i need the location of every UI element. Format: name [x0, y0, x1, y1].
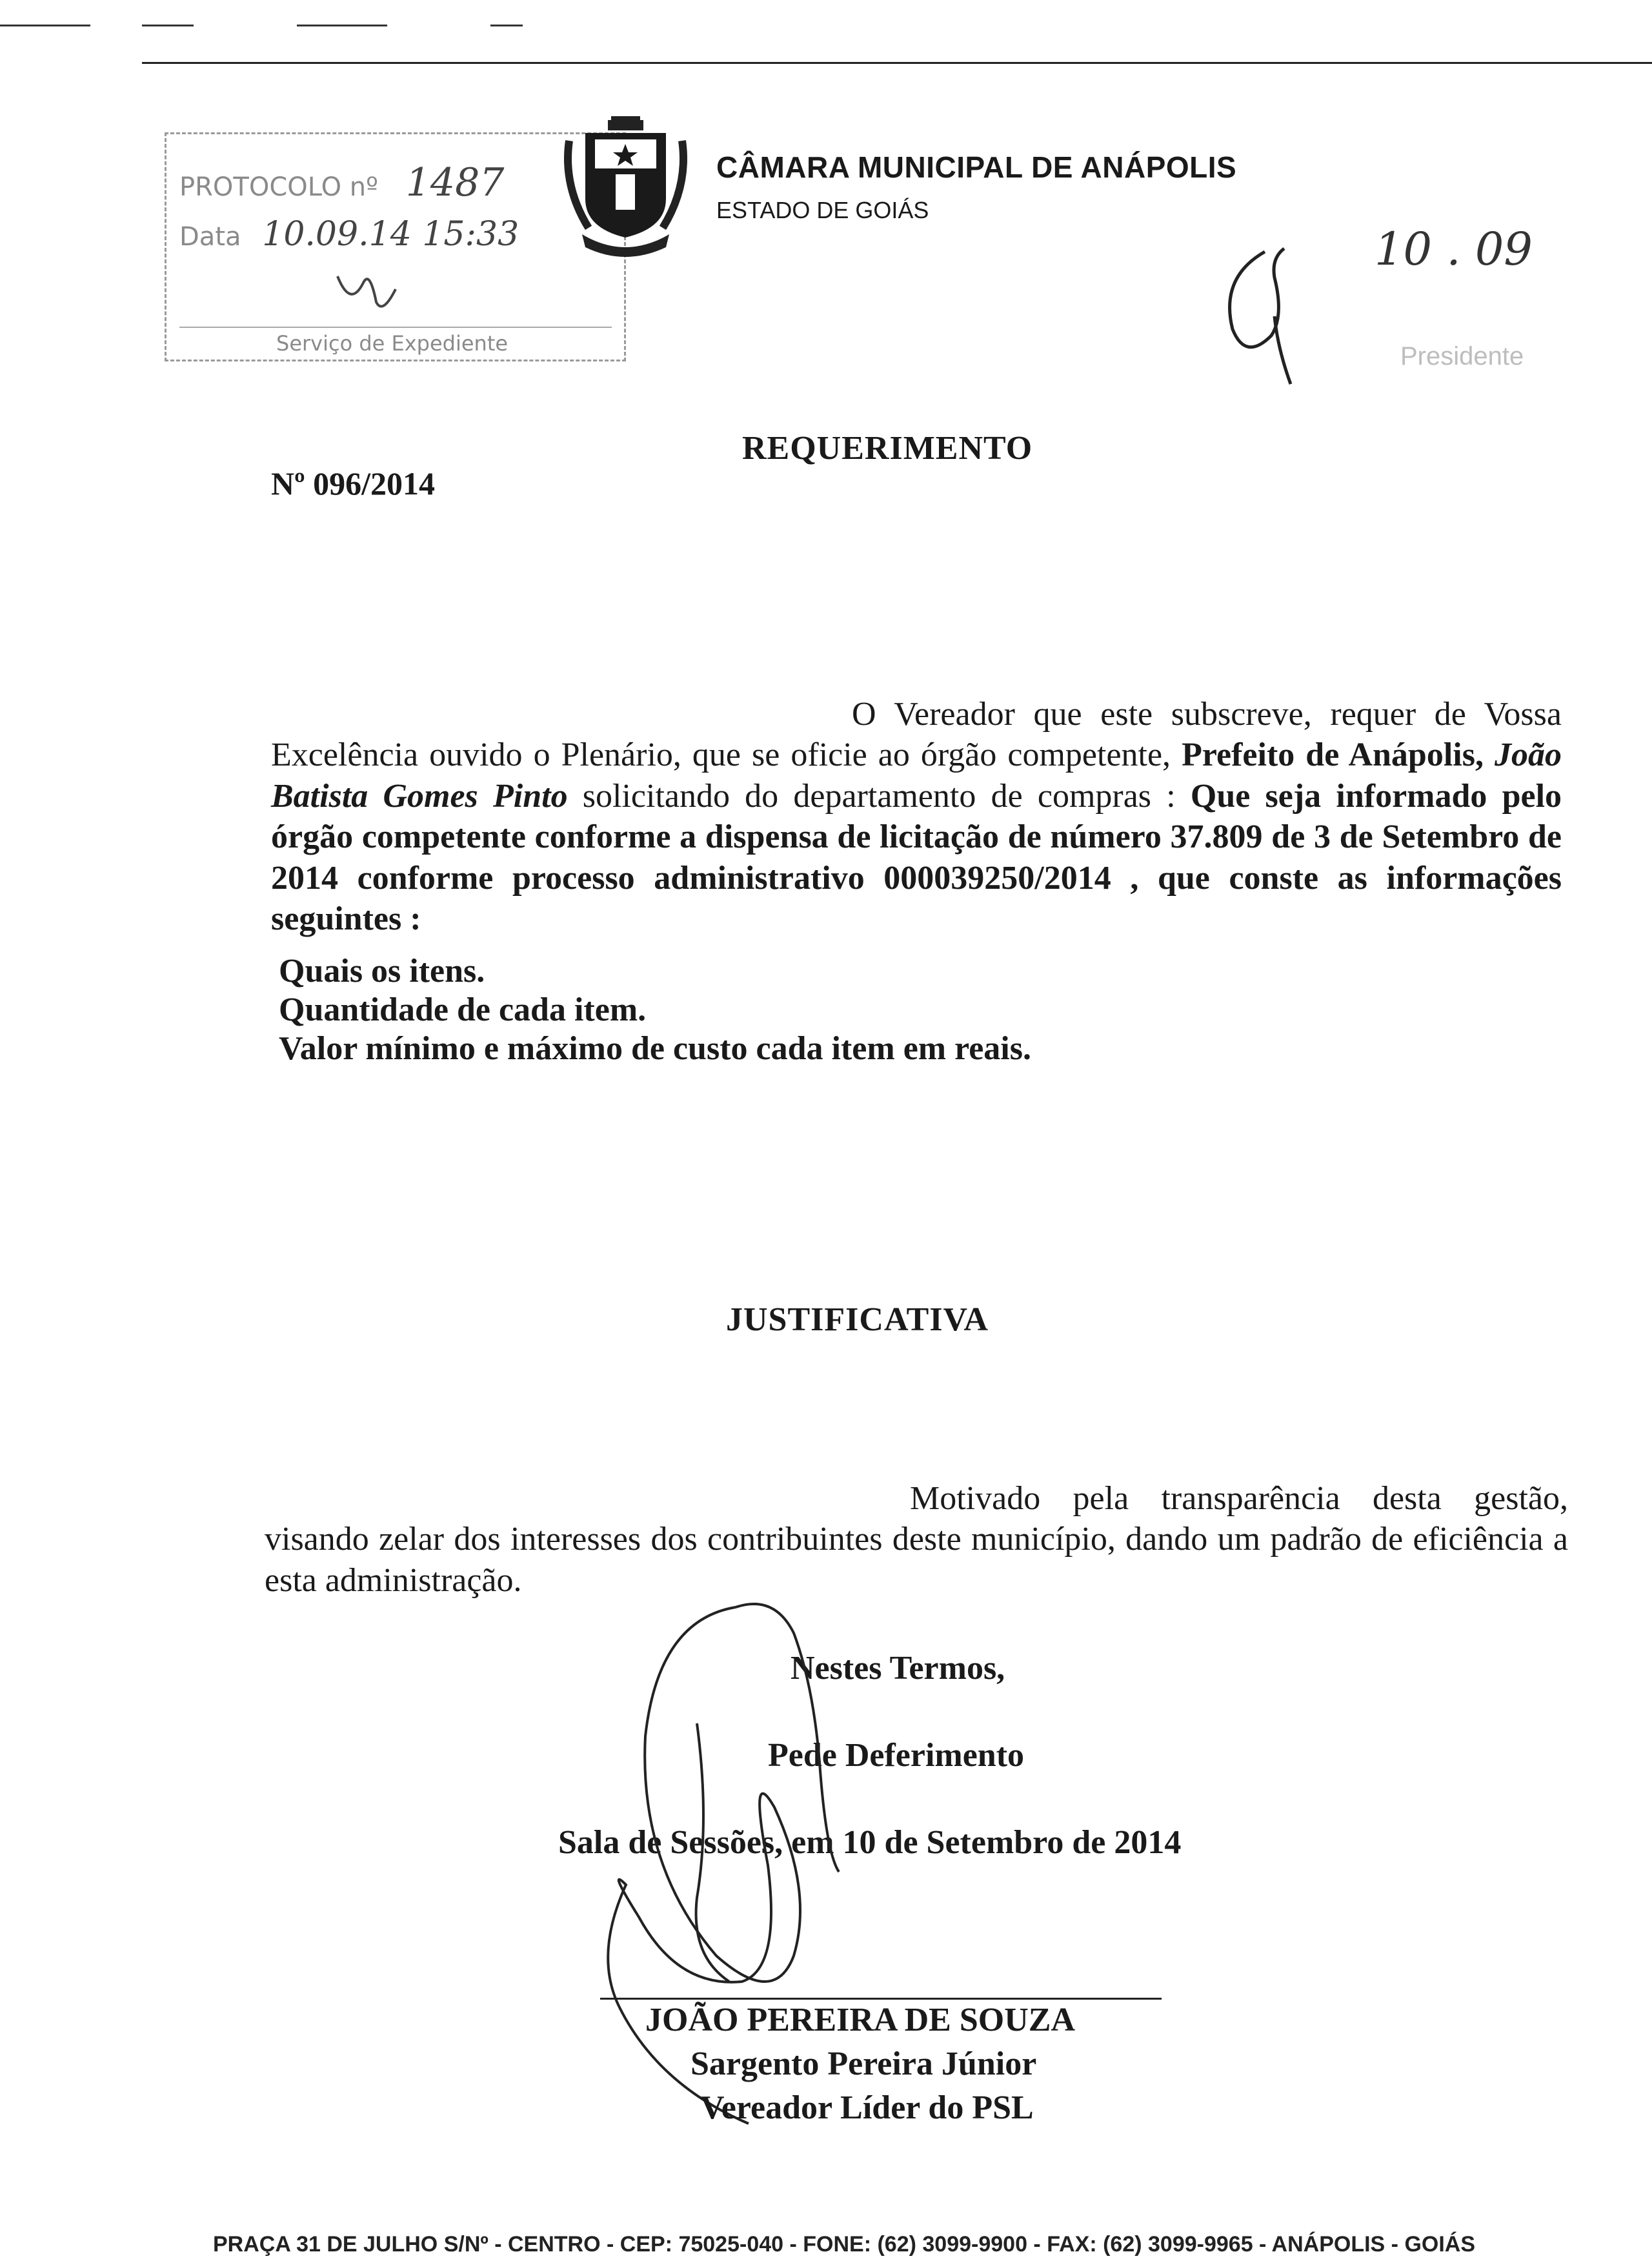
scan-dash	[142, 25, 194, 26]
stamp-protocol-label: PROTOCOLO nº	[179, 172, 378, 202]
list-item: Quais os itens.	[279, 953, 485, 989]
stamp-date-label: Data	[179, 222, 241, 252]
body-mayor-name: João Batista Gomes Pinto	[271, 736, 1562, 815]
scan-dash	[0, 25, 90, 26]
scan-dash	[490, 25, 523, 26]
signatory-role: Vereador Líder do PSL	[700, 2089, 1034, 2126]
stamp-date-value: 10.09.14 15:33	[262, 215, 519, 254]
stamp-footer: Serviço de Expediente	[276, 331, 509, 356]
president-label: Presidente	[1400, 342, 1524, 370]
body-mayor-title: Prefeito de Anápolis,	[1182, 736, 1484, 774]
place-date: Sala de Sessões, em 10 de Setembro de 2014	[558, 1824, 1182, 1861]
signature-line	[600, 1998, 1162, 2000]
closing-request: Pede Deferimento	[768, 1737, 1025, 1774]
closing-terms: Nestes Termos,	[791, 1650, 1005, 1687]
document-number: Nº 096/2014	[271, 465, 436, 502]
document-title: REQUERIMENTO	[742, 430, 1033, 467]
stamp-initials-scribble	[331, 263, 408, 325]
president-date: 10 . 09	[1375, 223, 1533, 276]
body-request-details: Que seja informado pelo órgão competente conforme a dispensa de licitação de número 37.809 de 3 de Setembro de 2014 conforme processo administrativo 000039250/2014 , que conste as informações seguintes :	[271, 777, 1562, 938]
body-intro: O Vereador que este subscreve, requer de Vossa Excelência ouvido o Plenário, que se oficie ao órgão competente,	[271, 696, 1562, 774]
list-item: Valor mínimo e máximo de custo cada item em reais.	[279, 1030, 1031, 1067]
justification-text: Motivado pela transparência desta gestão, visando zelar dos interesses dos contribuintes deste município, dando um padrão de eficiência a esta administração.	[265, 1480, 1568, 1599]
body-department: solicitando do departamento de compras :	[582, 777, 1176, 815]
signatory-name: JOÃO PEREIRA DE SOUZA	[645, 2002, 1075, 2038]
scan-dash	[297, 25, 387, 26]
justification-body	[265, 1478, 1568, 1601]
stamp-rule	[179, 327, 612, 328]
org-name: CÂMARA MUNICIPAL DE ANÁPOLIS	[716, 150, 1237, 184]
list-item: Quantidade de cada item.	[279, 991, 647, 1028]
request-body	[271, 694, 1562, 940]
justification-title: JUSTIFICATIVA	[726, 1301, 989, 1338]
footer-address: PRAÇA 31 DE JULHO S/Nº - CENTRO - CEP: 75025-040 - FONE: (62) 3099-9900 - FAX: (62) 3099-9965 - ANÁPOLIS - GOIÁS	[213, 2232, 1476, 2257]
scan-top-rule	[142, 62, 1652, 64]
city-crest-logo	[556, 115, 695, 260]
signatory-alias: Sargento Pereira Júnior	[690, 2045, 1037, 2082]
handwritten-initial-scribble	[1213, 239, 1316, 387]
stamp-protocol-number: 1487	[405, 160, 505, 205]
org-state: ESTADO DE GOIÁS	[716, 197, 929, 223]
